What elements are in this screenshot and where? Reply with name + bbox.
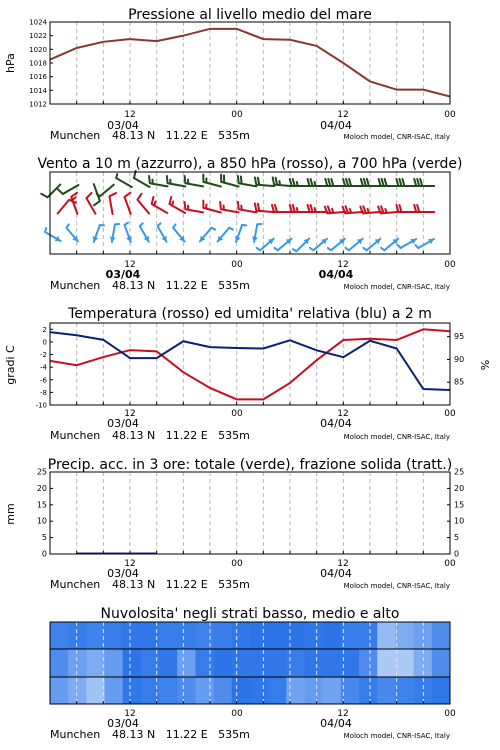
wind-barb [238, 202, 256, 212]
y-tick-label: 10 [36, 516, 47, 526]
cloud-cell [123, 649, 142, 677]
wind-barb [379, 179, 399, 186]
cloud-cell [432, 649, 451, 677]
cloud-cell [250, 677, 269, 704]
cloudiness-heatmap [50, 622, 451, 704]
x-tick-label: 00 [231, 110, 243, 120]
x-tick-label: 00 [231, 409, 243, 419]
cloud-cell [105, 677, 124, 704]
cloud-cell [86, 649, 105, 677]
y-tick-label: -2 [40, 351, 47, 360]
x-tick-label: 12 [124, 110, 136, 120]
cloudiness-footer [50, 709, 456, 741]
model-credit: Moloch model, CNR-ISAC, Italy [343, 433, 450, 441]
cloud-cell [323, 677, 342, 704]
x-tick-label: 12 [337, 559, 349, 569]
location-coords: 48.13 N 11.22 E 535m [112, 578, 250, 591]
precipitation-title: Precip. acc. in 3 ore: totale (verde), frazione solida (tratt.) [47, 457, 453, 473]
wind-barb [361, 179, 381, 186]
y-tick-label: 0 [42, 338, 47, 347]
wind-barb [185, 176, 203, 186]
panel-precipitation [4, 457, 464, 591]
date-label: 03/04 [105, 268, 141, 281]
x-tick-label: 12 [337, 110, 349, 120]
wind-barb [152, 197, 168, 213]
wind-footer [50, 260, 456, 292]
cloud-cell [68, 649, 87, 677]
cloud-cell [268, 622, 287, 649]
x-tick-label: 00 [231, 260, 243, 270]
cloud-cell [359, 649, 378, 677]
wind-barb [109, 193, 116, 214]
y-tick-label: 1024 [29, 18, 47, 27]
cloudiness-title: Nuvolosita' negli strati basso, medio e alto [100, 606, 400, 622]
y-tick-label: 0 [41, 549, 47, 559]
y-tick-label: 95 [454, 332, 465, 342]
cloud-cell [232, 622, 251, 649]
y-tick-label: -8 [40, 388, 47, 397]
location-coords: 48.13 N 11.22 E 535m [112, 129, 250, 142]
x-tick-label: 00 [231, 559, 243, 569]
cloud-cell [50, 649, 69, 677]
model-credit: Moloch model, CNR-ISAC, Italy [343, 582, 450, 590]
location-coords: 48.13 N 11.22 E 535m [112, 429, 250, 442]
cloud-cell [50, 622, 69, 649]
pressure-y-ticks [29, 19, 53, 109]
wind-barb [167, 176, 185, 186]
cloud-cell [195, 622, 214, 649]
date-label: 04/04 [320, 717, 352, 730]
pressure-footer [50, 110, 456, 142]
precipitation-plot-frame [50, 472, 450, 554]
wind-barb [221, 175, 239, 187]
y-tick-label: 1022 [29, 32, 47, 41]
x-tick-label: 00 [444, 709, 456, 719]
wind-barb [238, 176, 256, 186]
x-tick-label: 12 [337, 409, 349, 419]
cloud-cell [268, 677, 287, 704]
wind-barb [149, 176, 167, 186]
cloud-cell [395, 649, 414, 677]
cloud-cell [50, 677, 69, 704]
precipitation-ylabel: mm [4, 503, 17, 525]
cloud-cell [123, 677, 142, 704]
wind-barb [185, 202, 203, 212]
humidity-ylabel: % [479, 359, 492, 371]
cloud-cell [377, 677, 396, 704]
cloud-cell [232, 677, 251, 704]
panel-cloudiness [50, 606, 456, 741]
wind-barb [343, 179, 363, 186]
date-label: 04/04 [320, 567, 352, 580]
y-tick-label: 20 [454, 483, 465, 493]
cloud-cell [432, 622, 451, 649]
wind-barbs [41, 171, 434, 251]
x-tick-label: 12 [124, 559, 136, 569]
x-tick-label: 12 [337, 709, 349, 719]
panel-temperature [4, 306, 492, 442]
wind-barb [86, 193, 95, 214]
wind-barb [203, 201, 221, 213]
cloud-cell [268, 649, 287, 677]
wind-barb [272, 205, 292, 212]
x-tick-label: 00 [444, 409, 456, 419]
y-tick-label: 85 [454, 377, 465, 387]
x-tick-label: 12 [337, 260, 349, 270]
wind-barb [290, 179, 310, 186]
date-label: 03/04 [107, 567, 139, 580]
wind-barb [203, 175, 221, 187]
y-tick-label: 1018 [29, 59, 47, 68]
cloud-cell [177, 649, 196, 677]
cloud-cell [359, 622, 378, 649]
y-tick-label: 0 [454, 549, 460, 559]
panel-wind [37, 156, 462, 292]
cloud-cell [177, 622, 196, 649]
wind-barb [396, 179, 416, 186]
wind-barb [378, 206, 399, 213]
cloud-cell [232, 649, 251, 677]
wind-barb [41, 185, 60, 198]
pressure-ylabel: hPa [4, 53, 17, 73]
precipitation-y-ticks [37, 468, 53, 559]
cloud-cell [323, 622, 342, 649]
y-tick-label: -6 [40, 376, 47, 385]
cloud-cell [195, 677, 214, 704]
cloud-cell [214, 649, 233, 677]
cloud-cell [286, 649, 305, 677]
date-label: 03/04 [107, 119, 139, 132]
wind-barb [169, 197, 185, 213]
y-tick-label: 1020 [29, 45, 47, 54]
wind-barb [255, 177, 274, 186]
date-label: 04/04 [320, 119, 352, 132]
cloud-cell [250, 649, 269, 677]
cloud-cell [214, 622, 233, 649]
location-name: Munchen [50, 429, 101, 442]
cloud-cell [214, 677, 233, 704]
cloud-cell [86, 677, 105, 704]
y-tick-label: 2 [42, 325, 47, 334]
y-tick-label: 1016 [29, 73, 47, 82]
y-tick-label: 15 [36, 500, 47, 510]
date-label: 03/04 [107, 717, 139, 730]
cloud-cell [395, 677, 414, 704]
precipitation-footer [50, 559, 456, 591]
y-tick-label: 10 [454, 516, 465, 526]
cloud-cell [159, 649, 178, 677]
cloud-cell [323, 649, 342, 677]
y-tick-label: 1012 [29, 100, 47, 109]
cloud-cell [359, 677, 378, 704]
location-name: Munchen [50, 279, 101, 292]
cloud-cell [305, 622, 324, 649]
cloud-cell [105, 622, 124, 649]
wind-barb [308, 179, 328, 186]
date-label: 04/04 [320, 417, 352, 430]
pressure-series [50, 29, 450, 97]
cloud-cell [286, 677, 305, 704]
temperature-footer [50, 409, 456, 442]
pressure-line [50, 29, 450, 97]
cloud-cell [105, 649, 124, 677]
y-tick-label: -10 [35, 401, 47, 410]
y-tick-label: 15 [454, 500, 465, 510]
wind-barb [134, 171, 150, 187]
location-name: Munchen [50, 578, 101, 591]
cloud-cell [68, 677, 87, 704]
temperature-title: Temperatura (rosso) ed umidita' relativa (blu) a 2 m [68, 306, 432, 322]
cloud-cell [250, 622, 269, 649]
wind-barb [325, 179, 345, 186]
wind-barb [396, 205, 416, 212]
cloud-cell [177, 677, 196, 704]
y-tick-label: 5 [41, 533, 47, 543]
pressure-title: Pressione al livello medio del mare [128, 7, 372, 23]
y-tick-label: 25 [36, 467, 47, 477]
cloud-cell [286, 622, 305, 649]
wind-barb [414, 205, 434, 212]
humidity-line [50, 332, 450, 390]
temperature-line [50, 329, 450, 399]
panel-pressure [4, 7, 456, 142]
cloud-cell [305, 677, 324, 704]
cloud-cell [195, 649, 214, 677]
cloud-cell [377, 649, 396, 677]
cloud-cell [432, 677, 451, 704]
y-tick-label: 1014 [29, 86, 47, 95]
x-tick-label: 00 [231, 709, 243, 719]
location-coords: 48.13 N 11.22 E 535m [112, 279, 250, 292]
cloud-cell [68, 622, 87, 649]
wind-barb [58, 185, 79, 194]
date-label: 03/04 [107, 417, 139, 430]
wind-barb [220, 202, 238, 212]
cloud-cell [86, 622, 105, 649]
wind-barb [290, 205, 310, 212]
x-tick-label: 00 [444, 559, 456, 569]
x-tick-label: 00 [444, 110, 456, 120]
location-coords: 48.13 N 11.22 E 535m [112, 728, 250, 741]
precipitation-gridlines [77, 472, 450, 554]
temperature-plot-frame [50, 323, 450, 405]
model-credit: Moloch model, CNR-ISAC, Italy [343, 283, 450, 291]
wind-barb [137, 194, 149, 214]
y-tick-label: 25 [454, 467, 465, 477]
y-tick-label: 20 [36, 483, 47, 493]
y-tick-label: 5 [454, 533, 460, 543]
pressure-gridlines [77, 22, 450, 104]
y-tick-label: 90 [454, 354, 465, 364]
cloud-cell [159, 677, 178, 704]
temperature-humidity-series [50, 329, 450, 399]
date-label: 04/04 [318, 268, 354, 281]
cloud-cell [305, 649, 324, 677]
cloud-cell [377, 622, 396, 649]
x-tick-label: 12 [124, 260, 136, 270]
location-name: Munchen [50, 728, 101, 741]
cloud-cell [123, 622, 142, 649]
wind-barb [414, 179, 434, 186]
x-tick-label: 12 [124, 409, 136, 419]
wind-barb [116, 174, 132, 187]
model-credit: Moloch model, CNR-ISAC, Italy [343, 133, 450, 141]
temperature-ylabel: gradi C [4, 345, 17, 385]
cloud-cell [159, 622, 178, 649]
x-tick-label: 12 [124, 709, 136, 719]
temperature-gridlines [77, 323, 450, 405]
cloud-cell [395, 622, 414, 649]
x-tick-label: 00 [444, 260, 456, 270]
model-credit: Moloch model, CNR-ISAC, Italy [343, 732, 450, 740]
y-tick-label: -4 [40, 363, 47, 372]
location-name: Munchen [50, 129, 101, 142]
wind-title: Vento a 10 m (azzurro), a 850 hPa (rosso), a 700 hPa (verde) [37, 156, 463, 172]
